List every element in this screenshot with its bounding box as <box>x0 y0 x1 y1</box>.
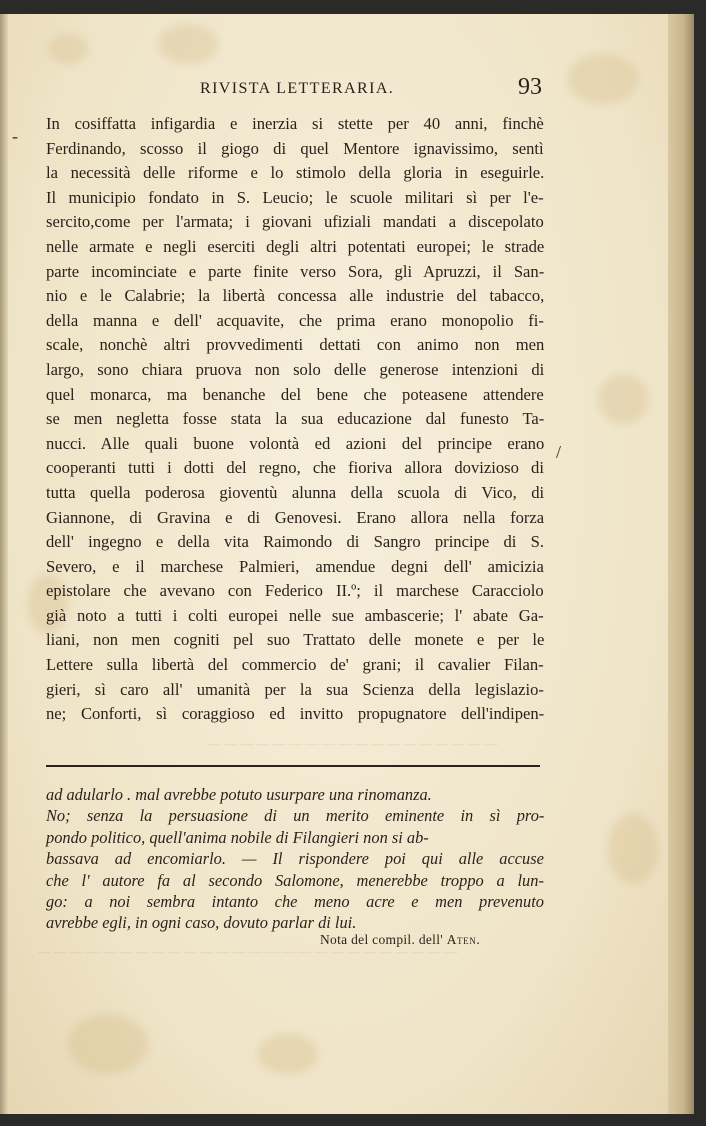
text-line: tutta quella poderosa gioventù alunna della scuola di Vico, di <box>46 482 545 502</box>
main-text-block <box>46 112 544 727</box>
foxing-stain <box>68 1014 148 1074</box>
footnote-line: bassava ad encomiarlo. — Il rispondere poi qui alle accuse <box>46 849 544 869</box>
text-line: se men negletta fosse stata la sua educazione dal funesto Ta- <box>46 409 545 429</box>
footnote-rule <box>46 765 540 767</box>
text-line: Il municipio fondato in S. Leucio; le scuole militari sì per l'e- <box>46 187 544 207</box>
footnote-signature <box>320 932 480 948</box>
text-line: nelle armate e negli eserciti degli altri potentati europei; le strade <box>46 236 545 256</box>
footnote-line: No; senza la persuasione di un merito eminente in sì pro- <box>46 806 545 826</box>
footnote-line: go: a noi sembra intanto che meno acre e men prevenuto <box>46 891 544 911</box>
foxing-stain <box>598 374 648 424</box>
page-number: 93 <box>518 74 542 100</box>
show-through-text: — — — — — — — — — — — — — — — — — — — — — — — — — — <box>38 944 458 959</box>
text-line: epistolare che avevano con Federico II.º; il marchese Caracciolo <box>46 581 544 601</box>
text-line: In cosiffatta infigardia e inerzia si stette per 40 anni, finchè <box>46 114 544 133</box>
text-line: quel monarca, ma benanche del bene che poteasene attendere <box>46 384 544 404</box>
margin-slash-mark: / <box>556 442 562 462</box>
text-line: ne; Conforti, sì coraggioso ed invitto propugnatore dell'indipen- <box>46 704 545 724</box>
page-header <box>8 76 668 106</box>
footnote-line: ad adularlo . mal avrebbe potuto usurpare una rinomanza. <box>46 785 432 804</box>
text-line: parte incominciate e parte finite verso Sora, gli Apruzzi, il San- <box>46 261 545 281</box>
footnote-line: pondo politico, quell'anima nobile di Filangieri non si ab- <box>46 827 429 847</box>
text-line: della manna e dell' acquavite, che prima erano monopolio fi- <box>46 310 544 330</box>
text-line: sercito,come per l'armata; i giovani ufiziali mandati a discepolato <box>46 212 544 232</box>
foxing-stain <box>158 24 218 64</box>
text-line: nucci. Alle quali buone volontà ed azioni del principe erano <box>46 433 545 453</box>
foxing-stain <box>258 1034 318 1074</box>
running-title: RIVISTA LETTERARIA. <box>200 80 395 97</box>
text-line: largo, sono chiara pruova non solo delle generose intenzioni di <box>46 359 545 379</box>
text-line: Severo, e il marchese Palmieri, amendue degni dell' amicizia <box>46 556 544 576</box>
show-through-text: — — — — — — — — — — — — — — — — — — <box>208 736 498 751</box>
foxing-stain <box>48 34 88 64</box>
footnote-signature-caps: Aten. <box>446 932 481 947</box>
margin-tick-mark: - <box>12 126 18 146</box>
text-line: già noto a tutti i colti europei nelle sue ambascerie; l' abate Ga- <box>46 605 544 625</box>
text-line: Giannone, di Gravina e di Genovesi. Erano allora nella forza <box>46 507 545 527</box>
text-line: la necessità delle riforme e lo stimolo della gloria in eseguirle. <box>46 163 545 183</box>
book-page <box>8 14 668 1114</box>
footnote-block <box>46 784 546 934</box>
footnote-signature-prefix: Nota del compil. dell' <box>320 932 444 947</box>
text-line: nio e le Calabrie; la libertà concessa alle industrie del tabacco, <box>46 286 545 306</box>
text-line: liani, non men cogniti pel suo Trattato delle monete e per le <box>46 630 545 650</box>
text-line: cooperanti tutti i dotti del regno, che fioriva allora dovizioso di <box>46 458 544 478</box>
footnote-line: avrebbe egli, in ogni caso, dovuto parlar di lui. <box>46 913 357 933</box>
book-page-edge <box>668 14 694 1114</box>
text-line: scale, nonchè altri provvedimenti dettati con animo non men <box>46 335 545 355</box>
text-line: gieri, sì caro all' umanità per la sua Scienza della legislazio- <box>46 679 544 699</box>
footnote-line: che l' autore fa al secondo Salomone, menerebbe troppo a lun- <box>46 870 544 890</box>
text-line: Lettere sulla libertà del commercio de' grani; il cavalier Filan- <box>46 655 544 675</box>
text-line: dell' ingegno e della vita Raimondo di Sangro principe di S. <box>46 532 545 552</box>
text-line: Ferdinando, scosso il giogo di quel Mentore ignavissimo, sentì <box>46 138 544 158</box>
foxing-stain <box>608 814 658 884</box>
